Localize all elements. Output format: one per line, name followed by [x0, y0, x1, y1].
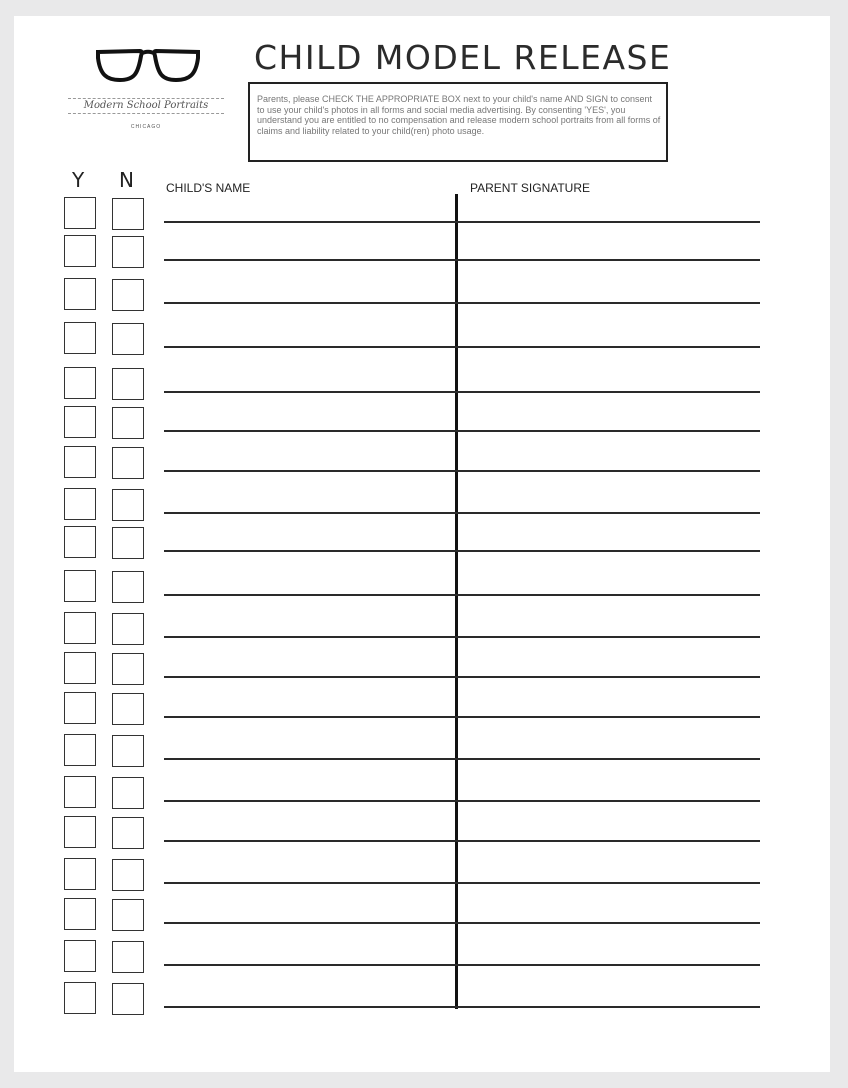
form-row	[14, 858, 830, 898]
no-checkbox[interactable]	[112, 613, 144, 645]
logo-wordmark: Modern School Portraits	[68, 98, 224, 114]
yes-checkbox[interactable]	[64, 570, 96, 602]
name-signature-line[interactable]	[164, 346, 760, 348]
name-signature-line[interactable]	[164, 636, 760, 638]
name-signature-line[interactable]	[164, 922, 760, 924]
name-signature-line[interactable]	[164, 840, 760, 842]
form-row	[14, 446, 830, 486]
no-checkbox[interactable]	[112, 859, 144, 891]
no-checkbox[interactable]	[112, 527, 144, 559]
form-row	[14, 652, 830, 692]
yes-checkbox[interactable]	[64, 278, 96, 310]
name-signature-line[interactable]	[164, 302, 760, 304]
yes-checkbox[interactable]	[64, 692, 96, 724]
no-checkbox[interactable]	[112, 653, 144, 685]
name-signature-line[interactable]	[164, 259, 760, 261]
name-signature-line[interactable]	[164, 882, 760, 884]
name-signature-line[interactable]	[164, 800, 760, 802]
release-form-page	[14, 16, 830, 1072]
no-checkbox[interactable]	[112, 777, 144, 809]
form-row	[14, 278, 830, 318]
name-signature-line[interactable]	[164, 221, 760, 223]
form-row	[14, 776, 830, 816]
no-checkbox[interactable]	[112, 817, 144, 849]
no-checkbox[interactable]	[112, 983, 144, 1015]
yes-checkbox[interactable]	[64, 898, 96, 930]
form-row	[14, 898, 830, 938]
yes-checkbox[interactable]	[64, 776, 96, 808]
yes-checkbox[interactable]	[64, 734, 96, 766]
page-title: CHILD MODEL RELEASE	[254, 38, 672, 77]
no-checkbox[interactable]	[112, 236, 144, 268]
no-checkbox[interactable]	[112, 323, 144, 355]
form-row	[14, 940, 830, 980]
yes-checkbox[interactable]	[64, 235, 96, 267]
logo	[68, 46, 228, 130]
no-checkbox[interactable]	[112, 899, 144, 931]
no-checkbox[interactable]	[112, 407, 144, 439]
yes-checkbox[interactable]	[64, 816, 96, 848]
yes-checkbox[interactable]	[64, 526, 96, 558]
name-signature-line[interactable]	[164, 758, 760, 760]
no-checkbox[interactable]	[112, 735, 144, 767]
name-signature-line[interactable]	[164, 716, 760, 718]
no-checkbox[interactable]	[112, 447, 144, 479]
form-row	[14, 692, 830, 732]
yes-checkbox[interactable]	[64, 446, 96, 478]
name-signature-line[interactable]	[164, 676, 760, 678]
form-row	[14, 526, 830, 566]
name-signature-line[interactable]	[164, 470, 760, 472]
logo-location: CHICAGO	[130, 124, 162, 130]
yes-checkbox[interactable]	[64, 406, 96, 438]
yes-checkbox[interactable]	[64, 488, 96, 520]
form-row	[14, 982, 830, 1022]
yes-checkbox[interactable]	[64, 652, 96, 684]
no-checkbox[interactable]	[112, 198, 144, 230]
form-row	[14, 816, 830, 856]
yes-checkbox[interactable]	[64, 858, 96, 890]
no-checkbox[interactable]	[112, 941, 144, 973]
name-signature-line[interactable]	[164, 391, 760, 393]
yes-checkbox[interactable]	[64, 940, 96, 972]
no-checkbox[interactable]	[112, 279, 144, 311]
eyeglasses-icon	[96, 46, 200, 84]
name-signature-line[interactable]	[164, 550, 760, 552]
form-row	[14, 406, 830, 446]
name-signature-line[interactable]	[164, 430, 760, 432]
consent-notice: Parents, please CHECK THE APPROPRIATE BOX next to your child's name AND SIGN to consent to use your child's photos in all forms and social media advertising. By consenting 'YES', you understand you are entitled to no compensation and release modern school portraits from all forms of claims and liability related to your child(ren) photo usage.	[248, 82, 668, 162]
form-row	[14, 197, 830, 237]
form-row	[14, 488, 830, 528]
no-column-header: N	[119, 168, 134, 192]
form-row	[14, 734, 830, 774]
form-row	[14, 612, 830, 652]
form-row	[14, 570, 830, 610]
name-signature-line[interactable]	[164, 1006, 760, 1008]
yes-checkbox[interactable]	[64, 322, 96, 354]
no-checkbox[interactable]	[112, 571, 144, 603]
yes-checkbox[interactable]	[64, 367, 96, 399]
no-checkbox[interactable]	[112, 489, 144, 521]
form-row	[14, 235, 830, 275]
name-signature-line[interactable]	[164, 964, 760, 966]
yes-checkbox[interactable]	[64, 197, 96, 229]
form-row	[14, 367, 830, 407]
name-signature-line[interactable]	[164, 512, 760, 514]
no-checkbox[interactable]	[112, 368, 144, 400]
yes-column-header: Y	[72, 168, 85, 192]
yes-checkbox[interactable]	[64, 612, 96, 644]
name-signature-line[interactable]	[164, 594, 760, 596]
parent-signature-column-header: PARENT SIGNATURE	[470, 181, 591, 195]
form-row	[14, 322, 830, 362]
child-name-column-header: CHILD'S NAME	[166, 181, 251, 195]
yes-checkbox[interactable]	[64, 982, 96, 1014]
no-checkbox[interactable]	[112, 693, 144, 725]
